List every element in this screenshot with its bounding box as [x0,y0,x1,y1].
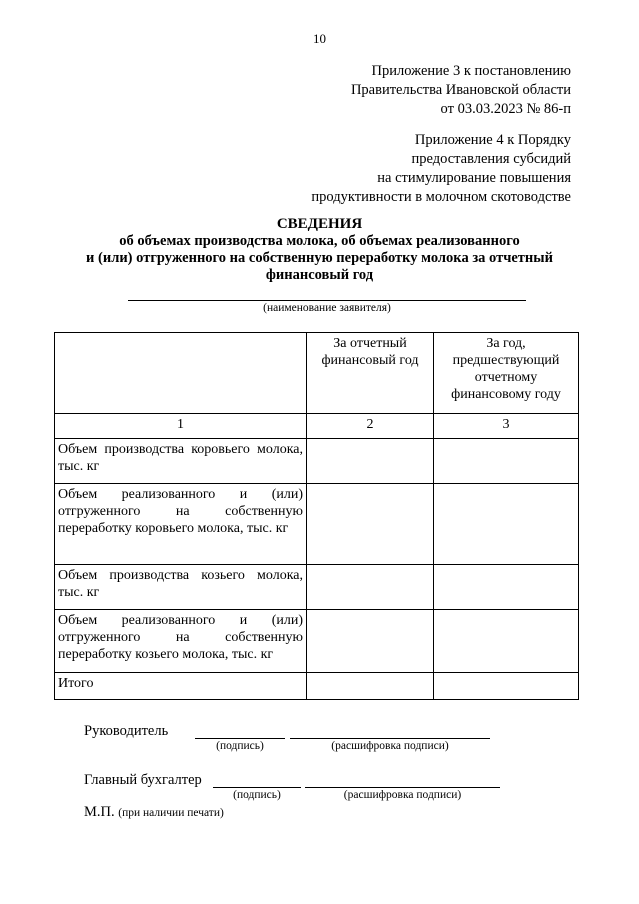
row-label: Объем производства коровьего молока, тыс. кг [55,439,307,484]
table-row [55,439,579,484]
value-cell[interactable] [307,610,434,673]
title-line: и (или) отгруженного на собственную переработку молока за отчетный [86,250,553,266]
applicant-caption: (наименование заявителя) [263,302,391,314]
applicant-name-line[interactable] [128,300,526,301]
column-number: 1 [55,414,307,439]
stamp-label: М.П. [84,804,115,820]
row-label: Объем реализованного и (или) отгруженного на собственную переработку коровьего молока, тыс. кг [55,484,307,565]
head-decode-caption: (расшифровка подписи) [331,740,449,752]
table-header-row [55,333,579,414]
annex-main-line: Приложение 3 к постановлению [371,63,571,79]
value-cell[interactable] [434,439,579,484]
row-label: Итого [55,673,307,700]
head-signature-caption: (подпись) [216,740,264,752]
title-line: об объемах производства молока, об объемах реализованного [119,233,520,249]
value-cell[interactable] [434,673,579,700]
annex-main-line: Правительства Ивановской области [350,82,571,98]
row-label: Объем реализованного и (или) отгруженного на собственную переработку козьего молока, тыс. кг [55,610,307,673]
head-signature-line[interactable] [195,738,285,739]
accountant-decode-line[interactable] [305,787,500,788]
value-cell[interactable] [434,565,579,610]
column-number-row [55,414,579,439]
value-cell[interactable] [307,565,434,610]
title-line: финансовый год [265,267,374,283]
table-row [55,484,579,565]
header-cell: За отчетный финансовый год [307,333,434,414]
milk-volume-table [54,332,579,700]
stamp-placeholder [84,804,224,821]
table-row [55,610,579,673]
accountant-signature-line[interactable] [213,787,301,788]
value-cell[interactable] [434,484,579,565]
accountant-decode-caption: (расшифровка подписи) [343,789,462,801]
value-cell[interactable] [434,610,579,673]
accountant-label: Главный бухгалтер [84,772,202,788]
annex-sub-line: предоставления субсидий [411,151,571,167]
annex-sub-line: продуктивности в молочном скотоводстве [311,189,571,205]
annex-sub-line: на стимулирование повышения [377,170,571,186]
table-row [55,565,579,610]
page-number: 10 [313,31,326,46]
column-number: 3 [434,414,579,439]
annex-sub-line: Приложение 4 к Порядку [414,132,571,148]
title-heading: СВЕДЕНИЯ [276,216,363,232]
head-decode-line[interactable] [290,738,490,739]
annex-main-line: от 03.03.2023 № 86-п [440,101,571,117]
header-cell [55,333,307,414]
header-cell: За год, предшествующий отчетному финансовому году [434,333,579,414]
value-cell[interactable] [307,484,434,565]
table-row-total [55,673,579,700]
row-label: Объем производства козьего молока, тыс. кг [55,565,307,610]
value-cell[interactable] [307,439,434,484]
document-title [60,216,579,284]
annex-sub [311,131,571,207]
column-number: 2 [307,414,434,439]
annex-main [351,62,571,119]
head-label: Руководитель [84,723,169,739]
stamp-note: (при наличии печати) [118,807,224,819]
value-cell[interactable] [307,673,434,700]
accountant-signature-caption: (подпись) [233,789,281,801]
